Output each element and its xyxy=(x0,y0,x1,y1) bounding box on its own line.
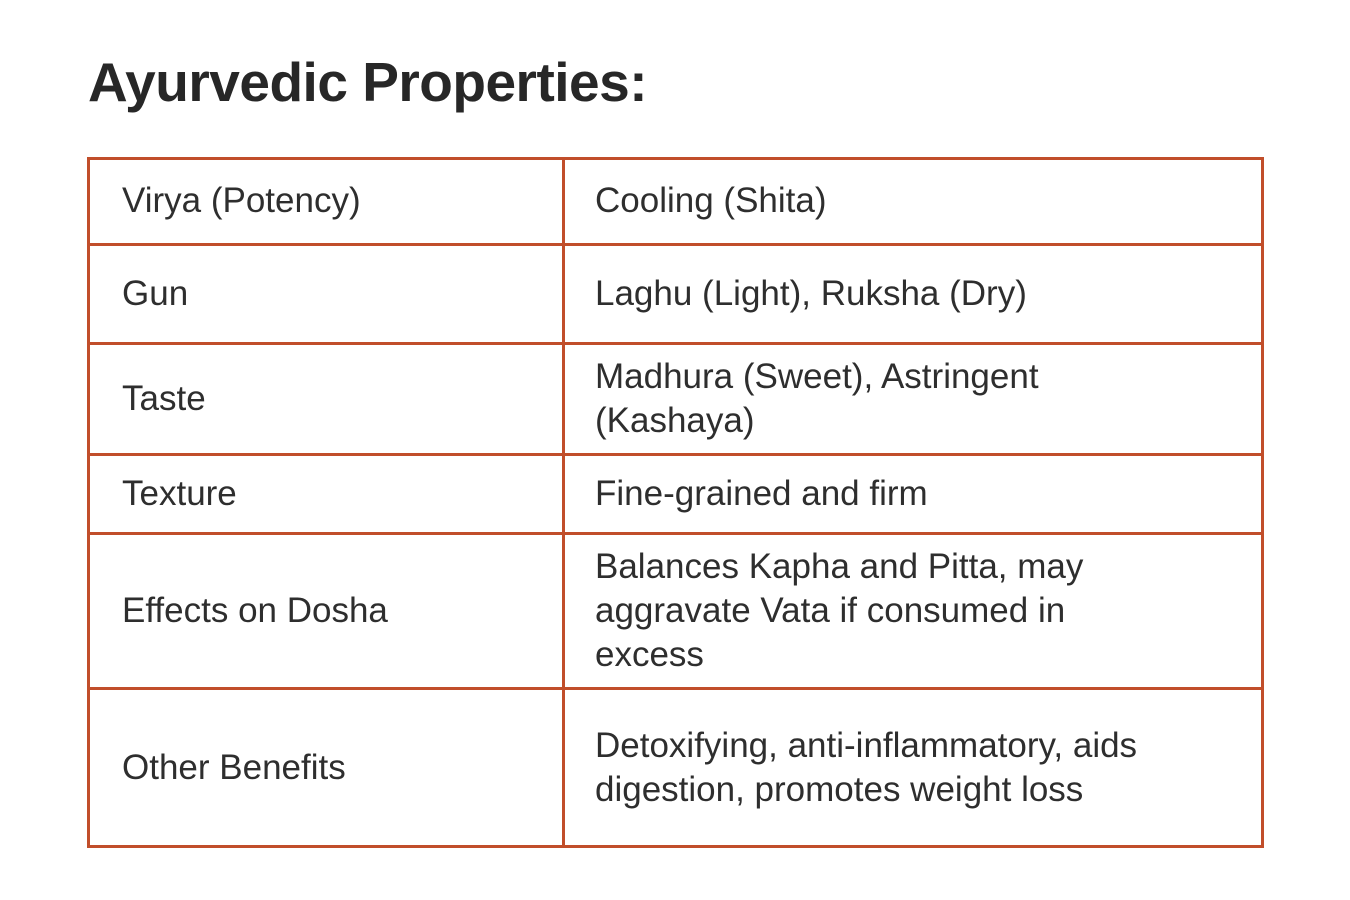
property-name-cell: Other Benefits xyxy=(89,689,564,847)
table-row xyxy=(89,534,1263,689)
table-row xyxy=(89,689,1263,847)
table-row xyxy=(89,455,1263,534)
property-value-cell: Balances Kapha and Pitta, may aggravate Vata if consumed in excess xyxy=(564,534,1263,689)
table-row xyxy=(89,245,1263,344)
property-name-cell: Texture xyxy=(89,455,564,534)
ayurvedic-properties-table xyxy=(87,157,1264,848)
property-value-cell: Fine-grained and firm xyxy=(564,455,1263,534)
property-name-cell: Gun xyxy=(89,245,564,344)
table-row xyxy=(89,344,1263,455)
property-value-cell: Laghu (Light), Ruksha (Dry) xyxy=(564,245,1263,344)
property-value-cell: Madhura (Sweet), Astringent (Kashaya) xyxy=(564,344,1263,455)
property-name-cell: Virya (Potency) xyxy=(89,159,564,245)
table-row xyxy=(89,159,1263,245)
property-name-cell: Taste xyxy=(89,344,564,455)
page-title: Ayurvedic Properties: xyxy=(88,51,648,113)
property-name-cell: Effects on Dosha xyxy=(89,534,564,689)
property-value-cell: Cooling (Shita) xyxy=(564,159,1263,245)
property-value-cell: Detoxifying, anti-inflammatory, aids digestion, promotes weight loss xyxy=(564,689,1263,847)
